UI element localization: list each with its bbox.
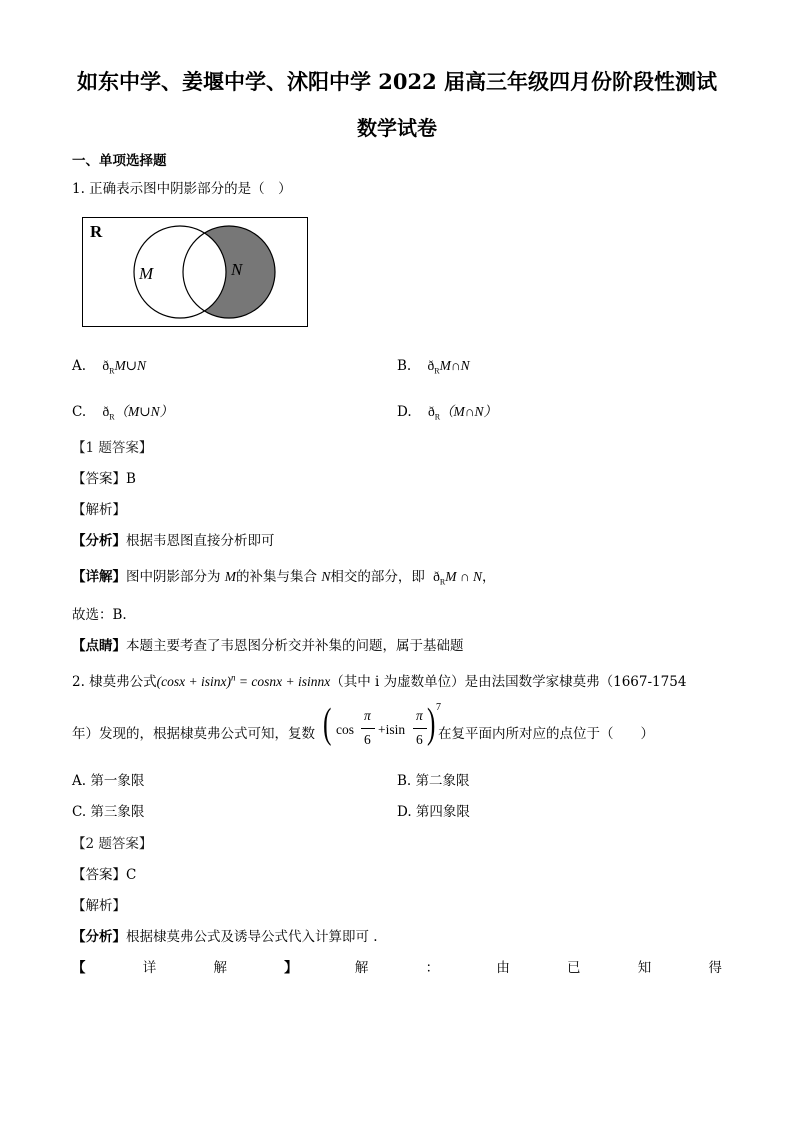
q2-answer-line — [72, 863, 136, 883]
q1-option-c — [72, 400, 173, 422]
q1-detail-end: ， — [482, 569, 496, 585]
q1-answer-line — [72, 467, 136, 487]
q2-option-d: D. 第四象限 — [397, 804, 470, 820]
q1-option-b-letter: B. — [397, 358, 412, 374]
q2-frac2-num: π — [416, 708, 423, 723]
q1-option-b-sub: R — [434, 366, 440, 376]
q1-detail-text-2: 的补集与集合 — [236, 569, 318, 585]
venn-label-m: M — [139, 264, 154, 283]
q2-fenxi-text: 根据棣莫弗公式及诱导公式代入计算即可 . — [126, 929, 378, 945]
q1-detail-text-3: 相交的部分，即 — [330, 569, 425, 585]
q2-fenxi-line — [72, 925, 378, 945]
q1-detail-line — [72, 565, 496, 587]
q1-detail-label: 【详解】 — [72, 569, 126, 585]
q1-answer-heading: 【1 题答案】 — [72, 440, 153, 456]
q1-answer-label: 【答案】 — [72, 471, 126, 487]
q1-option-d-expr: （M∩N） — [440, 404, 498, 419]
q2-complex-expression — [323, 701, 441, 752]
q2-detail-char: 得 — [708, 960, 722, 976]
q2-frac2-bar — [413, 728, 427, 729]
q2-frac1-num: π — [364, 708, 371, 723]
q2-plus-isin: +isin — [378, 722, 406, 737]
q2-left-paren: ( — [323, 701, 332, 747]
q1-option-a-letter: A. — [72, 358, 87, 374]
q2-cos: cos — [336, 722, 354, 737]
q1-option-b-complement: ð — [427, 358, 435, 373]
q1-detail-expr: M ∩ N — [445, 569, 482, 584]
question-2-stem-line-2 — [72, 722, 315, 742]
venn-universe-label: R — [90, 222, 103, 241]
q2-option-b: B. 第二象限 — [397, 773, 470, 789]
q1-option-d-sub: R — [434, 412, 441, 422]
q1-detail-complement: ð — [433, 569, 440, 584]
q2-formula-exp: n — [231, 672, 236, 683]
q2-stem-2: （其中 i 为虚数单位）是由法国数学家棣莫弗（1667-1754 — [330, 674, 687, 690]
q2-frac2-den: 6 — [416, 732, 423, 747]
q1-dianjing-text: 本题主要考查了韦恩图分析交并补集的问题，属于基础题 — [126, 638, 464, 654]
q2-right-paren: ) — [427, 701, 436, 747]
q1-option-b — [397, 358, 470, 376]
q2-answer-heading: 【2 题答案】 — [72, 836, 153, 852]
question-2-stem-line-1 — [72, 670, 686, 690]
q2-stem-3: 年）发现的，根据棣莫弗公式可知，复数 — [72, 726, 315, 742]
q1-option-b-expr: M∩N — [439, 358, 470, 373]
question-2-stem-line-2b — [438, 722, 654, 742]
q2-analysis-heading: 【解析】 — [72, 898, 126, 914]
page-subtitle: 数学试卷 — [357, 116, 437, 140]
q1-option-c-complement: ð — [102, 404, 110, 419]
q1-option-a — [72, 358, 146, 376]
q1-option-d-letter: D. — [397, 404, 412, 420]
q1-dianjing-line — [72, 634, 464, 654]
q1-option-d — [397, 400, 497, 422]
q2-detail-char: 【 — [72, 960, 86, 976]
question-1-stem: 1. 正确表示图中阴影部分的是（ ） — [72, 181, 292, 197]
q1-detail-text-1: 图中阴影部分为 — [126, 569, 221, 585]
q1-fenxi-text: 根据韦恩图直接分析即可 — [126, 533, 275, 549]
q2-formula-rhs: = cosnx + isinnx — [235, 674, 331, 689]
q2-detail-char: 已 — [567, 960, 581, 976]
q1-detail-m: M — [224, 569, 237, 584]
q2-option-c: C. 第三象限 — [72, 804, 145, 820]
q2-formula-lhs: (cosx + isinx) — [156, 674, 232, 689]
q1-analysis-heading: 【解析】 — [72, 502, 126, 518]
q2-detail-char: 】 — [284, 960, 298, 976]
q2-answer-label: 【答案】 — [72, 867, 126, 883]
q2-detail-line — [72, 956, 722, 976]
q1-choose: 故选：B. — [72, 607, 127, 623]
q2-stem-1: 2. 棣莫弗公式 — [72, 674, 157, 690]
q1-detail-sub: R — [439, 577, 446, 587]
q2-detail-char: 解 — [354, 960, 369, 976]
q1-detail-n: N — [321, 569, 331, 584]
q1-option-a-complement: ð — [102, 358, 110, 373]
venn-label-n: N — [231, 260, 243, 279]
q1-fenxi-line — [72, 529, 275, 549]
q2-detail-char: 知 — [637, 960, 652, 976]
venn-svg — [83, 218, 309, 328]
q1-option-a-expr: M∪N — [114, 358, 146, 373]
q1-option-c-expr: （M∪N） — [114, 404, 174, 419]
q1-fenxi-label: 【分析】 — [72, 533, 126, 549]
q1-option-c-letter: C. — [72, 404, 87, 420]
q1-answer-value: B — [126, 471, 136, 487]
q2-fenxi-label: 【分析】 — [72, 929, 126, 945]
page-title: 如东中学、姜堰中学、沭阳中学 2022 届高三年级四月份阶段性测试 — [76, 69, 718, 94]
section-heading: 一、单项选择题 — [72, 153, 167, 169]
q1-option-c-sub: R — [109, 412, 115, 422]
q2-detail-char: 解 — [213, 960, 227, 976]
q2-option-a: A. 第一象限 — [72, 773, 145, 789]
q2-answer-value: C — [126, 867, 137, 883]
q2-stem-4: 在复平面内所对应的点位于（ ） — [438, 726, 654, 742]
q2-exponent: 7 — [436, 702, 441, 713]
q2-frac1-bar — [361, 728, 375, 729]
q1-dianjing-label: 【点睛】 — [72, 638, 126, 654]
q2-frac1-den: 6 — [364, 732, 371, 747]
q2-detail-char: ： — [425, 960, 440, 976]
q1-option-a-sub: R — [109, 366, 115, 376]
venn-diagram — [82, 217, 308, 327]
q1-option-d-complement: ð — [427, 404, 435, 419]
q2-detail-char: 由 — [496, 960, 510, 976]
q2-detail-char: 详 — [142, 960, 157, 976]
